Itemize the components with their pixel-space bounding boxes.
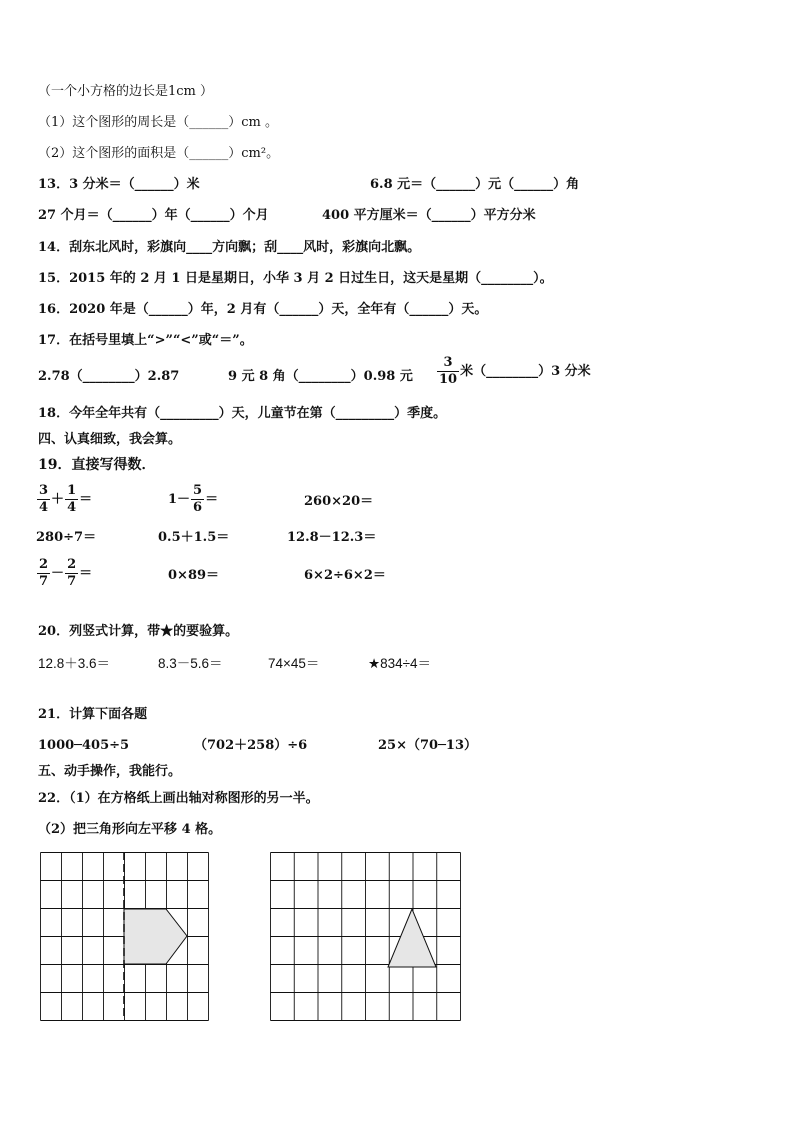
q22-part2: （2）把三角形向左平移 4 格。 [38,822,222,837]
q13-decimeter: 13．3 分米＝（______）米 [38,177,200,192]
q19-r3-c: 6×2÷6×2＝ [304,568,386,583]
q17-item-b: 9 元 8 角（________）0.98 元 [228,369,413,384]
fraction: $\frac{3}{10}$ [439,355,458,387]
q19-r1-b: 1－ $\frac{5}{6}$ ＝ [168,483,219,515]
q17-compare: 17．在括号里填上“>”“<”或“＝”。 [38,333,253,348]
triangle [388,909,436,967]
q17-item-c: $\frac{3}{10}$ 米（________）3 分米 [439,355,591,387]
q19-r2-b: 0.5＋1.5＝ [158,530,230,545]
q20-c: 74×45＝ [268,656,320,671]
q17-item-a: 2.78（________）2.87 [38,369,180,384]
q20-title: 20．列竖式计算，带★的要验算。 [38,624,239,639]
q20-b: 8.3－5.6＝ [158,656,223,671]
q19-r2-a: 280÷7＝ [36,530,97,545]
q21-title: 21．计算下面各题 [38,707,148,722]
q13-area-units: 400 平方厘米＝（______）平方分米 [322,208,536,223]
grid-unit-note: （一个小方格的边长是1cm ） [38,84,214,99]
q20-a: 12.8＋3.6＝ [38,656,111,671]
q21-b: （702＋258）÷6 [194,738,308,753]
q19-title: 19．直接写得数． [38,457,156,473]
q18-days: 18．今年全年共有（_________）天，儿童节在第（_________）季度。 [38,406,447,421]
q19-r3-b: 0×89＝ [168,568,220,583]
q12-perimeter: （1）这个图形的周长是（______）cm 。 [38,115,279,130]
q13-months: 27 个月＝（______）年（______）个月 [38,208,269,223]
q15-weekday: 15．2015 年的 2 月 1 日是星期日，小华 3 月 2 日过生日，这天是星期（________）。 [38,271,553,286]
q13-yuan: 6.8 元＝（______）元（______）角 [370,177,580,192]
q22-part1: 22．（1）在方格纸上画出轴对称图形的另一半。 [38,791,319,806]
q19-r1-a: $\frac{3}{4}$ ＋ $\frac{1}{4}$ ＝ [39,483,93,515]
q14-wind: 14．刮东北风时，彩旗向____方向飘；刮____风时，彩旗向北飘。 [38,240,421,255]
q19-r2-c: 12.8－12.3＝ [287,530,377,545]
translation-grid [270,852,465,1024]
q20-d: ★834÷4＝ [368,656,432,671]
q21-a: 1000─405÷5 [38,738,130,753]
q12-area: （2）这个图形的面积是（______）cm²。 [38,146,280,161]
symmetry-grid [40,852,215,1024]
q19-r3-a: $\frac{2}{7}$ － $\frac{2}{7}$ ＝ [39,557,93,589]
q16-year: 16．2020 年是（______）年，2 月有（______）天，全年有（______）天。 [38,302,488,317]
q21-c: 25×（70─13） [378,738,477,753]
section-5-title: 五、动手操作，我能行。 [38,764,182,779]
half-figure [124,909,187,964]
section-4-title: 四、认真细致，我会算。 [38,432,182,447]
q19-r1-c: 260×20＝ [304,494,374,509]
